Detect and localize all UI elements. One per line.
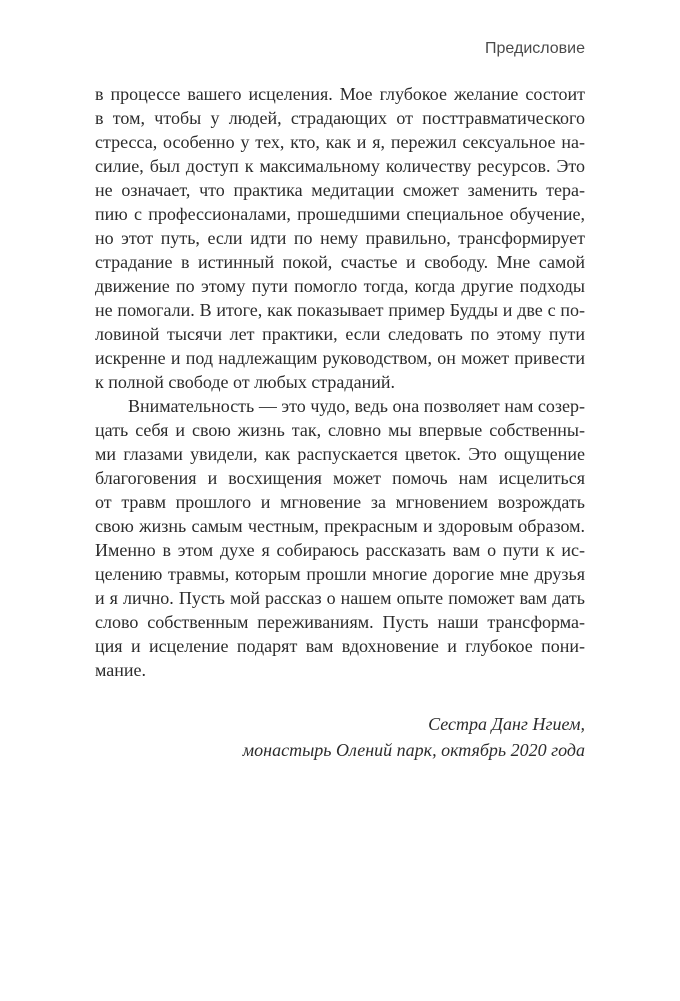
text-line: в процессе вашего исцеления. Мое глубокое желание состоит — [95, 84, 585, 104]
text-line: Именно в этом духе я собираюсь рассказать вам о пути к ис- — [95, 540, 585, 560]
text-line: к полной свободе от любых страданий. — [95, 372, 395, 392]
text-line: в том, чтобы у людей, страдающих от посттравматического — [95, 108, 585, 128]
text-line: ловиной тысячи лет практики, если следовать по этому пути — [95, 324, 585, 344]
text-line: искренне и под надлежащим руководством, он может привести — [95, 348, 585, 368]
text-line: ми глазами увидели, как распускается цветок. Это ощущение — [95, 444, 585, 464]
running-header: Предисловие — [485, 40, 585, 57]
body-text — [95, 82, 585, 763]
signature-block — [95, 711, 585, 763]
paragraph — [95, 82, 585, 394]
text-line: свою жизнь самым честным, прекрасным и здоровым образом. — [95, 516, 585, 536]
text-line: и я лично. Пусть мой рассказ о нашем опыте поможет вам дать — [95, 588, 585, 608]
text-line: не помогали. В итоге, как показывает пример Будды и две с по- — [95, 300, 585, 320]
text-line: но этот путь, если идти по нему правильно, трансформирует — [95, 228, 585, 248]
text-line: стресса, особенно у тех, кто, как и я, пережил сексуальное на- — [95, 132, 585, 152]
text-line: мание. — [95, 660, 147, 680]
text-line: ция и исцеление подарят вам вдохновение и глубокое пони- — [95, 636, 585, 656]
text-line: целению травмы, которым прошли многие дорогие мне друзья — [95, 564, 585, 584]
text-line: страдание в истинный покой, счастье и свободу. Мне самой — [95, 252, 585, 272]
text-line: Внимательность — это чудо, ведь она позволяет нам созер- — [128, 396, 585, 416]
signature-line: монастырь Олений парк, октябрь 2020 года — [242, 740, 585, 760]
text-line: цать себя и свою жизнь так, словно мы впервые собственны- — [95, 420, 585, 440]
paragraph — [95, 394, 585, 682]
text-line: благоговения и восхищения может помочь нам исцелиться — [95, 468, 585, 488]
text-line: движение по этому пути помогло тогда, когда другие подходы — [95, 276, 585, 296]
text-line: от травм прошлого и мгновение за мгновением возрождать — [95, 492, 585, 512]
text-line: не означает, что практика медитации сможет заменить тера- — [95, 180, 585, 200]
text-line: силие, был доступ к максимальному количеству ресурсов. Это — [95, 156, 585, 176]
text-line: пию с профессионалами, прошедшими специальное обучение, — [95, 204, 585, 224]
text-line: слово собственным переживаниям. Пусть наши трансформа- — [95, 612, 585, 632]
signature-line: Сестра Данг Нгием, — [428, 714, 585, 734]
